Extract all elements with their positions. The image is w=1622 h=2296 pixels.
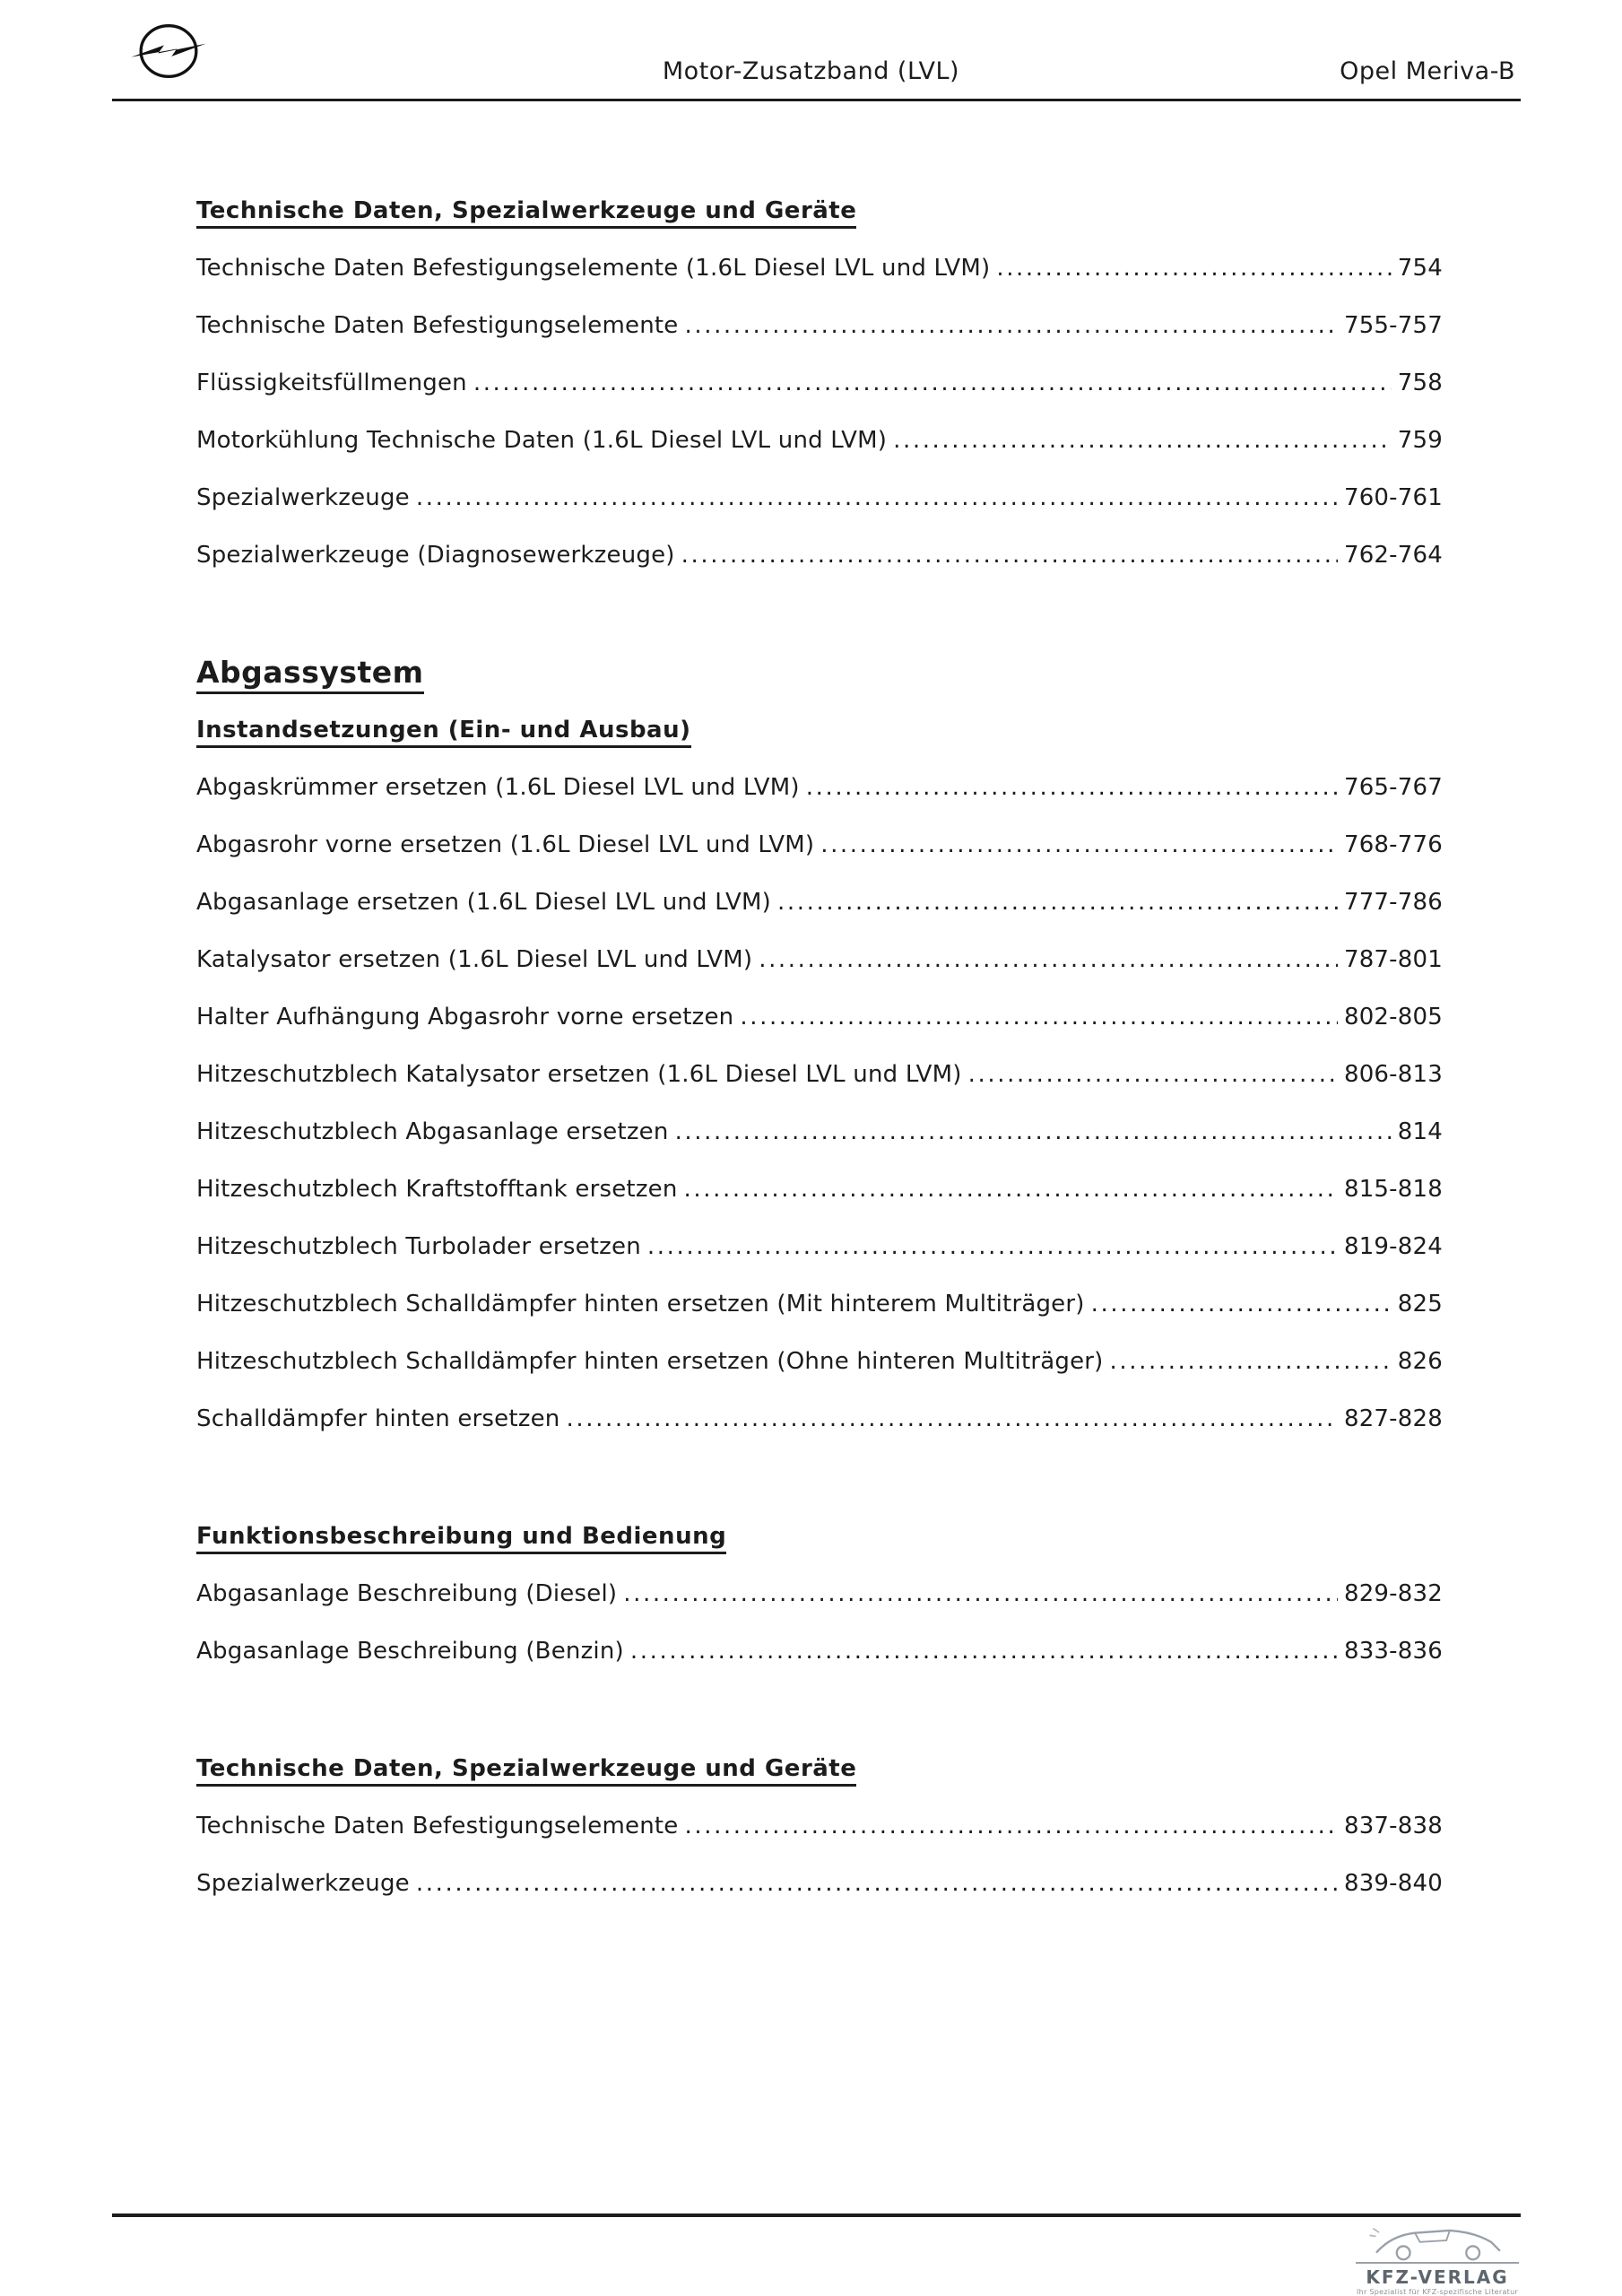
toc-entry — [196, 1275, 1443, 1333]
dot-leader — [473, 354, 1392, 412]
dot-leader — [684, 1797, 1337, 1855]
toc-entry-title: Spezialwerkzeuge (Diagnosewerkzeuge) — [196, 542, 675, 569]
heading-text: Technische Daten, Spezialwerkzeuge und Geräte — [196, 197, 856, 229]
dot-leader — [567, 1390, 1338, 1448]
toc-entry-pages: 819-824 — [1343, 1233, 1443, 1260]
toc-entry — [196, 297, 1443, 354]
toc-entry-title: Katalysator ersetzen (1.6L Diesel LVL und LVM) — [196, 946, 753, 973]
dot-leader — [759, 931, 1338, 988]
footer-rule — [112, 2213, 1521, 2217]
toc-entry-title: Spezialwerkzeuge — [196, 1870, 410, 1897]
toc-entry — [196, 1565, 1443, 1622]
toc-entry-pages: 806-813 — [1343, 1061, 1443, 1088]
toc-entry-pages: 759 — [1397, 427, 1443, 454]
toc-entry — [196, 874, 1443, 931]
dot-leader — [1091, 1275, 1392, 1333]
heading-text: Technische Daten, Spezialwerkzeuge und Geräte — [196, 1755, 856, 1787]
toc-entry — [196, 759, 1443, 816]
section-heading — [196, 644, 1443, 701]
toc-entry — [196, 412, 1443, 469]
toc-entry — [196, 1103, 1443, 1161]
dot-leader — [968, 1046, 1338, 1103]
toc-entry-pages: 768-776 — [1343, 831, 1443, 858]
dot-leader — [893, 412, 1392, 469]
toc-entry-title: Hitzeschutzblech Katalysator ersetzen (1.6L Diesel LVL und LVM) — [196, 1061, 962, 1088]
model-title: Opel Meriva-B — [1340, 57, 1515, 85]
dot-leader — [740, 988, 1338, 1046]
toc-block — [196, 1508, 1443, 1680]
toc-entry — [196, 931, 1443, 988]
document-title: Motor-Zusatzband (LVL) — [662, 57, 960, 85]
toc-block — [196, 701, 1443, 1448]
dot-leader — [1110, 1333, 1392, 1390]
publisher-tagline: Ihr Spezialist für KFZ-spezifische Literatur — [1356, 2288, 1519, 2296]
toc-entry-title: Abgasanlage ersetzen (1.6L Diesel LVL und LVM) — [196, 889, 772, 916]
toc-entry-title: Hitzeschutzblech Abgasanlage ersetzen — [196, 1118, 669, 1145]
toc-entry — [196, 239, 1443, 297]
heading-text: Instandsetzungen (Ein- und Ausbau) — [196, 717, 691, 748]
toc-entry-pages: 787-801 — [1343, 946, 1443, 973]
heading-text: Abgassystem — [196, 655, 424, 694]
toc-entry-pages: 826 — [1397, 1348, 1443, 1375]
toc-entry-title: Technische Daten Befestigungselemente — [196, 312, 679, 339]
dot-leader — [630, 1622, 1338, 1680]
dot-leader — [684, 1161, 1338, 1218]
toc-entry — [196, 1855, 1443, 1912]
toc-entry-title: Technische Daten Befestigungselemente (1.6L Diesel LVL und LVM) — [196, 255, 991, 282]
dot-leader — [996, 239, 1391, 297]
toc-entry — [196, 1622, 1443, 1680]
subsection-heading — [196, 1508, 1443, 1565]
toc-entry-title: Hitzeschutzblech Kraftstofftank ersetzen — [196, 1176, 678, 1203]
toc-entry-pages: 802-805 — [1343, 1004, 1443, 1031]
toc-block — [196, 1740, 1443, 1912]
dot-leader — [416, 1855, 1338, 1912]
toc-entry-title: Abgasanlage Beschreibung (Diesel) — [196, 1580, 618, 1607]
toc-entry-pages: 837-838 — [1343, 1813, 1443, 1839]
toc-entry-pages: 825 — [1397, 1291, 1443, 1318]
toc-entry-pages: 833-836 — [1343, 1638, 1443, 1665]
dot-leader — [647, 1218, 1338, 1275]
toc-entry-title: Hitzeschutzblech Schalldämpfer hinten ersetzen (Mit hinterem Multiträger) — [196, 1291, 1085, 1318]
heading-text: Funktionsbeschreibung und Bedienung — [196, 1523, 726, 1554]
toc-entry-title: Abgaskrümmer ersetzen (1.6L Diesel LVL und LVM) — [196, 774, 800, 801]
toc-entry-pages: 760-761 — [1343, 484, 1443, 511]
toc-entry-title: Abgasanlage Beschreibung (Benzin) — [196, 1638, 624, 1665]
toc-entry — [196, 1390, 1443, 1448]
dot-leader — [806, 759, 1338, 816]
toc-entry — [196, 1333, 1443, 1390]
subsection-heading — [196, 182, 1443, 239]
subsection-heading — [196, 1740, 1443, 1797]
toc-entry-title: Abgasrohr vorne ersetzen (1.6L Diesel LVL und LVM) — [196, 831, 815, 858]
toc-entry-pages: 829-832 — [1343, 1580, 1443, 1607]
toc-entry — [196, 469, 1443, 526]
toc — [196, 182, 1443, 1912]
subsection-heading — [196, 701, 1443, 759]
toc-entry — [196, 988, 1443, 1046]
dot-leader — [681, 526, 1338, 584]
dot-leader — [416, 469, 1338, 526]
toc-block — [196, 644, 1443, 701]
toc-entry-pages: 754 — [1397, 255, 1443, 282]
toc-entry-title: Technische Daten Befestigungselemente — [196, 1813, 679, 1839]
toc-entry-title: Flüssigkeitsfüllmengen — [196, 370, 467, 396]
toc-entry — [196, 816, 1443, 874]
toc-entry-title: Motorkühlung Technische Daten (1.6L Diesel LVL und LVM) — [196, 427, 888, 454]
toc-entry — [196, 1161, 1443, 1218]
dot-leader — [820, 816, 1338, 874]
toc-entry-title: Hitzeschutzblech Turbolader ersetzen — [196, 1233, 641, 1260]
toc-entry-pages: 758 — [1397, 370, 1443, 396]
toc-entry-title: Schalldämpfer hinten ersetzen — [196, 1405, 560, 1432]
dot-leader — [675, 1103, 1392, 1161]
toc-block — [196, 182, 1443, 584]
toc-entry-pages: 765-767 — [1343, 774, 1443, 801]
toc-entry-pages: 815-818 — [1343, 1176, 1443, 1203]
toc-entry-pages: 839-840 — [1343, 1870, 1443, 1897]
toc-entry — [196, 1218, 1443, 1275]
toc-entry-pages: 762-764 — [1343, 542, 1443, 569]
publisher-logo — [1356, 2219, 1519, 2296]
toc-entry-pages: 755-757 — [1343, 312, 1443, 339]
car-sketch-icon — [1356, 2219, 1519, 2262]
dot-leader — [684, 297, 1337, 354]
dot-leader — [623, 1565, 1338, 1622]
page-header — [0, 0, 1622, 101]
toc-entry-title: Hitzeschutzblech Schalldämpfer hinten ersetzen (Ohne hinteren Multiträger) — [196, 1348, 1104, 1375]
page-content — [196, 101, 1443, 1912]
toc-entry — [196, 1046, 1443, 1103]
toc-entry-pages: 827-828 — [1343, 1405, 1443, 1432]
toc-entry-pages: 814 — [1397, 1118, 1443, 1145]
publisher-name: KFZ-VERLAG — [1356, 2262, 1519, 2288]
toc-entry-pages: 777-786 — [1343, 889, 1443, 916]
toc-entry — [196, 1797, 1443, 1855]
toc-entry-title: Spezialwerkzeuge — [196, 484, 410, 511]
toc-entry — [196, 526, 1443, 584]
toc-entry — [196, 354, 1443, 412]
dot-leader — [777, 874, 1338, 931]
toc-entry-title: Halter Aufhängung Abgasrohr vorne ersetzen — [196, 1004, 734, 1031]
